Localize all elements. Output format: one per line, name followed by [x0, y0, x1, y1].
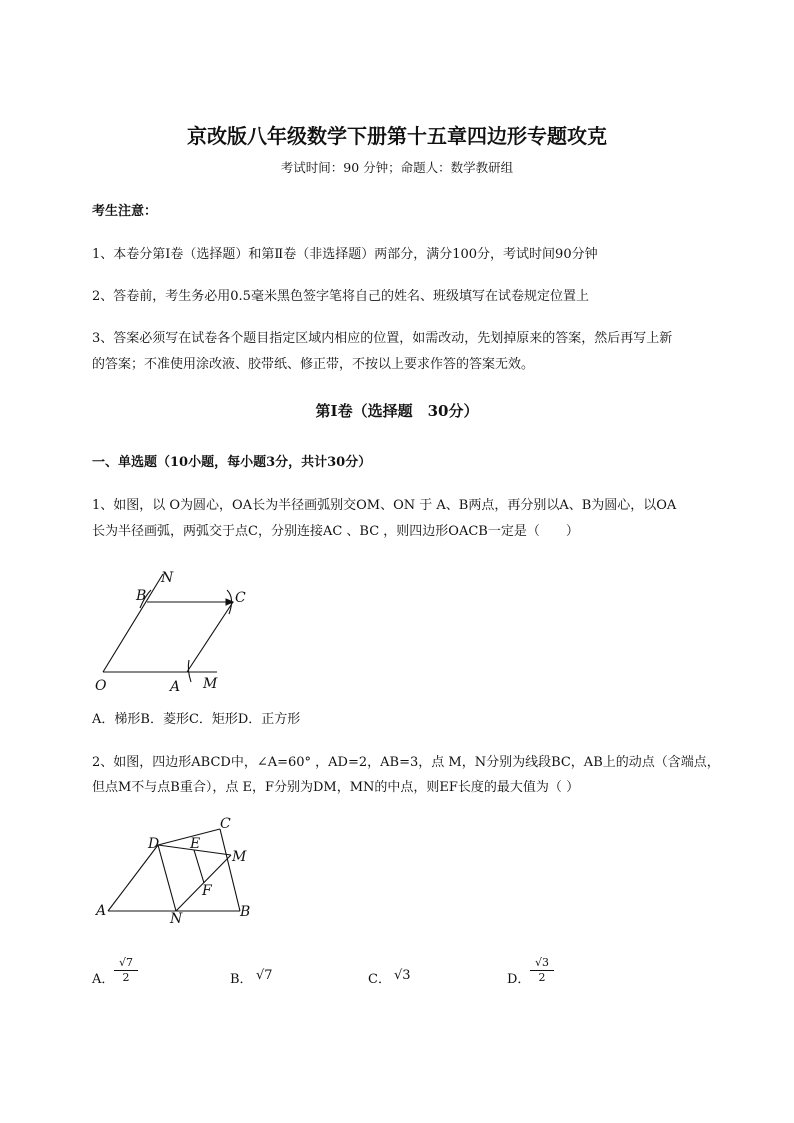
question-2-figure — [90, 815, 265, 930]
exam-info: 考试时间：90 分钟；命题人：数学教研组 — [280, 160, 514, 175]
option-a-numerator: √7 — [114, 956, 138, 971]
label-b: B — [136, 588, 147, 604]
label-n: N — [170, 911, 183, 927]
label-b: B — [240, 904, 251, 920]
page-title: 京改版八年级数学下册第十五章四边形专题攻克 — [187, 124, 607, 148]
label-n: N — [161, 570, 174, 586]
side-ad — [108, 845, 158, 911]
option-a-label: A． — [92, 972, 115, 987]
option-b-value: √7 — [256, 968, 273, 983]
label-c: C — [235, 590, 246, 606]
notice-item-3-cont: 的答案；不准使用涂改液、胶带纸、修正带，不按以上要求作答的答案无效。 — [92, 357, 535, 372]
label-e: E — [190, 836, 201, 852]
notice-item-2: 2、答卷前，考生务必用0.5毫米黑色签字笔将自己的姓名、班级填写在试卷规定位置上 — [92, 289, 589, 304]
option-c-label: C． — [368, 972, 391, 987]
option-a-fraction — [114, 956, 138, 984]
label-a: A — [96, 903, 107, 919]
label-c: C — [220, 816, 231, 832]
label-a: A — [170, 679, 181, 695]
option-c-value: √3 — [394, 968, 411, 983]
option-d-label: D． — [507, 972, 531, 987]
question-2-text-cont: 但点M不与点B重合），点 E，F分别为DM，MN的中点，则EF长度的最大值为（ ） — [92, 780, 580, 795]
segment-dn — [158, 845, 176, 911]
question-2-text: 2、如图，四边形ABCD中，∠A=60° ，AD=2，AB=3，点 M，N分别为线段BC，AB上的动点（含端点， — [92, 755, 720, 770]
option-a-denominator: 2 — [122, 971, 130, 984]
notice-item-3: 3、答案必须写在试卷各个题目指定区域内相应的位置，如需改动，先划掉原来的答案，然后再写上新 — [92, 331, 673, 346]
label-f: F — [202, 883, 212, 899]
segment-ef — [194, 850, 204, 883]
question-1-text-cont: 长为半径画弧，两弧交于点C，分别连接AC 、BC ，则四边形OACB一定是（ ） — [92, 524, 579, 539]
label-m: M — [232, 849, 247, 865]
segment-ac — [187, 602, 233, 672]
option-d-denominator: 2 — [538, 971, 546, 984]
question-1-figure — [85, 560, 275, 695]
option-d-numerator: √3 — [530, 956, 554, 971]
section-title: 第Ⅰ卷（选择题 30分） — [315, 402, 479, 420]
ray-on — [103, 574, 163, 672]
side-cb — [220, 829, 240, 911]
question-1-text: 1、如图，以 O为圆心，OA长为半径画弧别交OM、ON 于 A、B两点，再分别以A、B为圆心，以OA — [92, 498, 677, 513]
question-1-options: A．梯形B．菱形C．矩形D．正方形 — [92, 712, 301, 727]
option-d-fraction — [530, 956, 554, 984]
label-m: M — [203, 676, 218, 692]
label-o: O — [95, 678, 107, 694]
side-dc — [158, 829, 220, 845]
label-d: D — [148, 836, 160, 852]
question-group-heading: 一、单选题（10小题，每小题3分，共计30分） — [92, 455, 372, 470]
notice-item-1: 1、本卷分第Ⅰ卷（选择题）和第Ⅱ卷（非选择题）两部分，满分100分，考试时间90分钟 — [92, 247, 598, 262]
notice-heading: 考生注意： — [92, 204, 158, 219]
arc-mark-a — [188, 660, 191, 682]
option-b-label: B． — [230, 972, 253, 987]
